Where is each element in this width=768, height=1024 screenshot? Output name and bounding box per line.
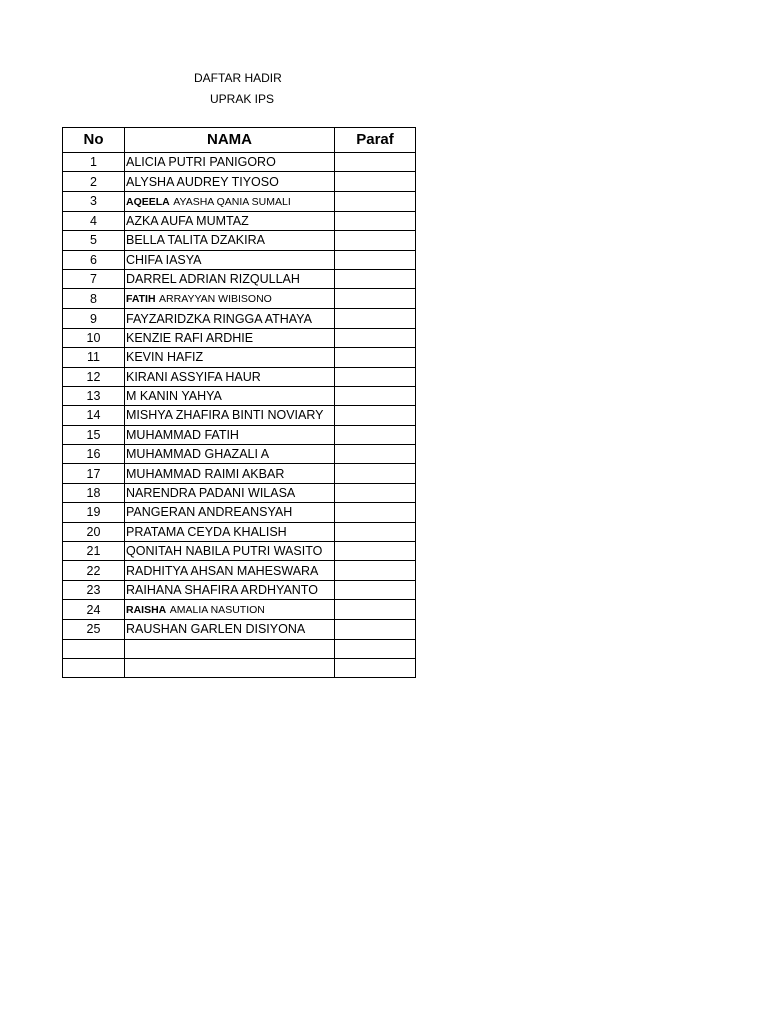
signature-cell[interactable] <box>335 309 416 328</box>
student-name-cell <box>125 600 335 620</box>
student-name: AZKA AUFA MUMTAZ <box>126 213 249 228</box>
student-name-cell <box>125 309 335 328</box>
student-name: PRATAMA CEYDA KHALISH <box>126 524 287 539</box>
table-row <box>63 620 416 639</box>
signature-cell[interactable] <box>335 211 416 230</box>
row-number <box>63 639 125 658</box>
table-row <box>63 191 416 211</box>
student-name: MUHAMMAD FATIH <box>126 427 239 442</box>
row-number <box>63 658 125 677</box>
student-name-cell <box>125 503 335 522</box>
student-name: AYASHA QANIA SUMALI <box>173 195 291 208</box>
row-number: 8 <box>63 289 125 309</box>
row-number: 20 <box>63 522 125 541</box>
student-name: RAIHANA SHAFIRA ARDHYANTO <box>126 583 318 597</box>
student-name-cell <box>125 172 335 191</box>
signature-cell[interactable] <box>335 445 416 464</box>
table-row <box>63 658 416 677</box>
row-number: 2 <box>63 172 125 191</box>
column-header-paraf: Paraf <box>335 128 416 153</box>
student-name: PANGERAN ANDREANSYAH <box>126 505 293 520</box>
student-name: MISHYA ZHAFIRA BINTI NOVIARY <box>126 408 324 423</box>
table-row <box>63 386 416 405</box>
row-number: 9 <box>63 309 125 328</box>
signature-cell[interactable] <box>335 639 416 658</box>
student-name: MUHAMMAD GHAZALI A <box>126 447 270 462</box>
row-number: 15 <box>63 425 125 444</box>
row-number: 1 <box>63 153 125 172</box>
row-number: 22 <box>63 561 125 580</box>
table-row <box>63 639 416 658</box>
row-number: 6 <box>63 250 125 269</box>
signature-cell[interactable] <box>335 191 416 211</box>
table-row <box>63 348 416 367</box>
table-row <box>63 425 416 444</box>
signature-cell[interactable] <box>335 250 416 269</box>
row-number: 11 <box>63 348 125 367</box>
row-number: 19 <box>63 503 125 522</box>
student-name-cell <box>125 425 335 444</box>
student-name-cell <box>125 639 335 658</box>
table-row <box>63 542 416 561</box>
signature-cell[interactable] <box>335 620 416 639</box>
attendance-table <box>62 127 416 678</box>
signature-cell[interactable] <box>335 231 416 250</box>
student-name-cell <box>125 406 335 425</box>
student-name-bold: FATIH <box>126 293 156 306</box>
table-row <box>63 269 416 288</box>
signature-cell[interactable] <box>335 580 416 599</box>
student-name: M KANIN YAHYA <box>126 389 222 404</box>
document-subtitle: UPRAK IPS <box>210 92 275 106</box>
table-row <box>63 600 416 620</box>
table-row <box>63 231 416 250</box>
student-name-bold: RAISHA <box>126 604 167 617</box>
row-number: 16 <box>63 445 125 464</box>
table-row <box>63 406 416 425</box>
student-name: DARREL ADRIAN RIZQULLAH <box>126 272 300 287</box>
student-name-cell <box>125 348 335 367</box>
row-number: 5 <box>63 231 125 250</box>
table-header-row <box>63 128 416 153</box>
student-name: KEVIN HAFIZ <box>126 350 204 365</box>
column-header-no: No <box>63 128 125 153</box>
table-row <box>63 561 416 580</box>
signature-cell[interactable] <box>335 172 416 191</box>
student-name: ALICIA PUTRI PANIGORO <box>126 155 276 170</box>
signature-cell[interactable] <box>335 425 416 444</box>
student-name: ALYSHA AUDREY TIYOSO <box>126 174 279 189</box>
table-row <box>63 483 416 502</box>
document-title: DAFTAR HADIR <box>194 71 282 85</box>
student-name: CHIFA IASYA <box>126 252 202 267</box>
row-number: 7 <box>63 269 125 288</box>
student-name-cell <box>125 445 335 464</box>
student-name: RADHITYA AHSAN MAHESWARA <box>126 563 319 578</box>
table-row <box>63 211 416 230</box>
student-name-cell <box>125 328 335 347</box>
table-row <box>63 172 416 191</box>
signature-cell[interactable] <box>335 658 416 677</box>
student-name: KIRANI ASSYIFA HAUR <box>126 369 261 384</box>
row-number: 12 <box>63 367 125 386</box>
student-name: FAYZARIDZKA RINGGA ATHAYA <box>126 311 312 326</box>
signature-cell[interactable] <box>335 503 416 522</box>
row-number: 24 <box>63 600 125 620</box>
table-row <box>63 445 416 464</box>
column-header-nama: NAMA <box>125 128 335 153</box>
row-number: 21 <box>63 542 125 561</box>
student-name-cell <box>125 367 335 386</box>
table-row <box>63 522 416 541</box>
signature-cell[interactable] <box>335 269 416 288</box>
table-row <box>63 328 416 347</box>
table-row <box>63 289 416 309</box>
student-name: KENZIE RAFI ARDHIE <box>126 330 254 345</box>
student-name: BELLA TALITA DZAKIRA <box>126 233 265 248</box>
signature-cell[interactable] <box>335 542 416 561</box>
row-number: 3 <box>63 191 125 211</box>
row-number: 13 <box>63 386 125 405</box>
row-number: 25 <box>63 620 125 639</box>
row-number: 14 <box>63 406 125 425</box>
student-name: MUHAMMAD RAIMI AKBAR <box>126 466 285 481</box>
student-name-cell <box>125 250 335 269</box>
row-number: 23 <box>63 580 125 599</box>
row-number: 18 <box>63 483 125 502</box>
student-name-cell <box>125 231 335 250</box>
signature-cell[interactable] <box>335 464 416 483</box>
table-row <box>63 580 416 599</box>
student-name-cell <box>125 580 335 599</box>
row-number: 17 <box>63 464 125 483</box>
student-name-cell <box>125 211 335 230</box>
signature-cell[interactable] <box>335 289 416 309</box>
table-row <box>63 464 416 483</box>
student-name-cell <box>125 269 335 288</box>
student-name: NARENDRA PADANI WILASA <box>126 486 296 501</box>
student-name-cell <box>125 483 335 502</box>
student-name-cell <box>125 289 335 309</box>
student-name-bold: AQEELA <box>126 195 170 208</box>
signature-cell[interactable] <box>335 561 416 580</box>
table-row <box>63 250 416 269</box>
student-name: QONITAH NABILA PUTRI WASITO <box>126 544 323 559</box>
table-row <box>63 309 416 328</box>
student-name: RAUSHAN GARLEN DISIYONA <box>126 622 306 637</box>
student-name-cell <box>125 522 335 541</box>
student-name: ARRAYYAN WIBISONO <box>159 293 272 306</box>
signature-cell[interactable] <box>335 600 416 620</box>
table-row <box>63 153 416 172</box>
signature-cell[interactable] <box>335 348 416 367</box>
signature-cell[interactable] <box>335 328 416 347</box>
student-name-cell <box>125 464 335 483</box>
table-row <box>63 503 416 522</box>
signature-cell[interactable] <box>335 386 416 405</box>
signature-cell[interactable] <box>335 406 416 425</box>
row-number: 10 <box>63 328 125 347</box>
student-name-cell <box>125 620 335 639</box>
signature-cell[interactable] <box>335 483 416 502</box>
student-name-cell <box>125 386 335 405</box>
table-row <box>63 367 416 386</box>
student-name-cell <box>125 561 335 580</box>
signature-cell[interactable] <box>335 522 416 541</box>
student-name-cell <box>125 542 335 561</box>
student-name-cell <box>125 658 335 677</box>
student-name: AMALIA NASUTION <box>169 604 265 617</box>
student-name-cell <box>125 153 335 172</box>
signature-cell[interactable] <box>335 367 416 386</box>
signature-cell[interactable] <box>335 153 416 172</box>
row-number: 4 <box>63 211 125 230</box>
student-name-cell <box>125 191 335 211</box>
